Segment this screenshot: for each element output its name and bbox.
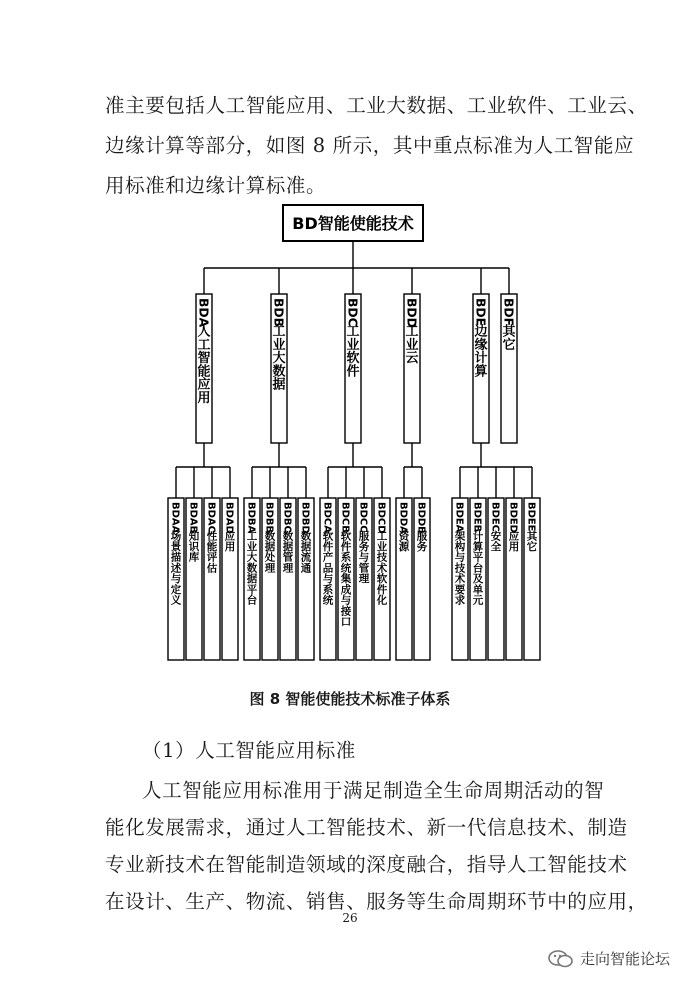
- branch-label: 工业大数据: [272, 324, 286, 393]
- leaf-label-latin: BDAA: [169, 502, 181, 534]
- branch-label-latin: BDA: [196, 298, 211, 328]
- leaf-label-latin: BDEB: [471, 502, 483, 533]
- leaf-label: 服务与管理: [358, 530, 370, 586]
- body-line-3: 专业新技术在智能制造领域的深度融合，指导人工智能技术: [105, 853, 628, 876]
- intro-line-3: 用标准和边缘计算标准。: [105, 174, 327, 197]
- leaf-label-latin: BDBC: [281, 502, 293, 533]
- leaf-label-latin: BDEA: [453, 502, 465, 533]
- branch-label: 人工智能应用: [197, 324, 211, 406]
- intro-line-2: 边缘计算等部分，如图 8 所示，其中重点标准为人工智能应: [105, 134, 635, 157]
- leaf-label-latin: BDCA: [321, 502, 333, 533]
- branch-label: 其它: [502, 324, 516, 353]
- branch-label-latin: BDD: [404, 298, 419, 328]
- leaf-label: 计算平台及单元: [472, 530, 484, 607]
- leaf-label: 服务: [416, 530, 428, 553]
- branch-label-latin: BDF: [501, 298, 516, 327]
- leaf-label: 场景描述与定义: [170, 530, 182, 607]
- leaf-label-latin: BDAD: [223, 502, 235, 534]
- leaf-label: 安全: [490, 530, 502, 553]
- leaf-label-latin: BDDB: [415, 502, 427, 534]
- branch-label-latin: BDE: [473, 298, 488, 327]
- watermark-text: 走向智能论坛: [580, 950, 671, 968]
- leaf-label: 资源: [398, 530, 410, 553]
- leaf-label: 工业技术软件化: [376, 530, 388, 607]
- body-line-1: 人工智能应用标准用于满足制造全生命周期活动的智: [142, 779, 605, 802]
- leaf-label: 其它: [526, 530, 538, 553]
- leaf-label-latin: BDEC: [489, 502, 501, 532]
- leaf-label: 应用: [508, 530, 520, 553]
- leaf-label: 数据处理: [264, 530, 276, 575]
- page-number: 26: [342, 911, 358, 925]
- leaf-label: 架构与技术要求: [454, 530, 466, 607]
- branch-label: 工业云: [405, 324, 419, 367]
- leaf-label-latin: BDCD: [375, 502, 387, 534]
- leaf-label-latin: BDED: [507, 502, 519, 533]
- leaf-label-latin: BDBA: [245, 502, 257, 534]
- leaf-label: 软件系统集成与接口: [340, 530, 352, 628]
- leaf-label-latin: BDCC: [357, 502, 369, 533]
- leaf-label: 性能评估: [206, 530, 218, 575]
- leaf-label-latin: BDAB: [187, 502, 199, 534]
- leaf-label-latin: BDBD: [299, 502, 311, 534]
- branch-label: 边缘计算: [474, 324, 488, 380]
- branch-label-latin: BDB: [271, 298, 286, 328]
- wechat-watermark: [548, 948, 670, 969]
- intro-line-1: 准主要包括人工智能应用、工业大数据、工业软件、工业云、: [105, 94, 648, 117]
- body-line-2: 能化发展需求，通过人工智能技术、新一代信息技术、制造: [105, 816, 628, 839]
- leaf-label: 应用: [224, 530, 236, 553]
- leaf-label: 软件产品与系统: [322, 530, 334, 607]
- leaf-label-latin: BDBB: [263, 502, 275, 534]
- branch-label: 工业软件: [346, 324, 360, 380]
- leaf-label: 工业大数据平台: [246, 530, 258, 607]
- root-label: BD智能使能技术: [292, 214, 414, 233]
- leaf-label-latin: BDAC: [205, 502, 217, 533]
- leaf-label: 知识库: [188, 530, 200, 564]
- leaf-label-latin: BDDA: [397, 502, 409, 534]
- leaf-label-latin: BDEE: [525, 502, 537, 532]
- figure-caption: 图 8 智能使能技术标准子体系: [249, 690, 451, 708]
- branch-label-latin: BDC: [345, 298, 360, 327]
- leaf-label: 数据管理: [282, 530, 294, 575]
- leaf-label-latin: BDCB: [339, 502, 351, 533]
- wechat-logo-icon: [548, 949, 574, 969]
- section-heading: （1）人工智能应用标准: [142, 739, 357, 762]
- leaf-label: 数据流通: [300, 530, 312, 575]
- body-line-4: 在设计、生产、物流、销售、服务等生命周期环节中的应用，: [105, 890, 648, 913]
